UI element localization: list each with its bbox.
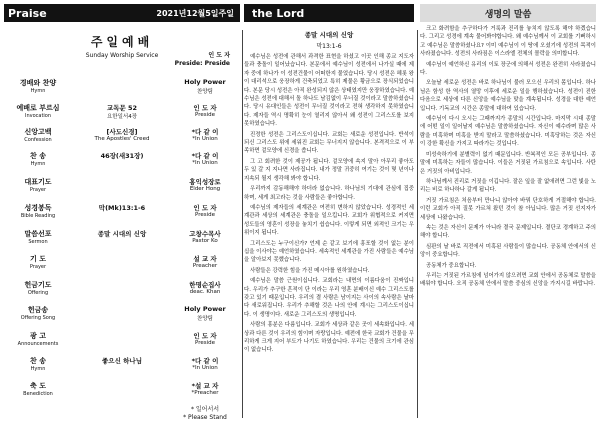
item-name-ko: 축 도	[30, 382, 46, 390]
item-person-ko: Holy Power	[184, 78, 226, 86]
worship-order-item	[4, 356, 240, 376]
paragraph: 하나님께서 진리로 거짓을 이깁니다. 잘은 잎을 잘 없애려면 그런 빛을 노리는 비로 하나하나 갈게 됩니다.	[420, 178, 596, 194]
worship-title: 주일예배	[90, 35, 154, 49]
item-detail-ko: 좋으신 하나님	[102, 357, 142, 365]
item-person-en: deac. Khan	[189, 289, 221, 295]
item-person-en: *Preacher	[191, 390, 219, 396]
sermon-body	[244, 53, 414, 355]
worship-subtitle: Sunday Worship Service	[85, 52, 159, 59]
item-person-ko: 인 도 자	[193, 332, 217, 340]
item-detail-en: The Apostles' Creed	[94, 136, 150, 142]
item-person-ko: *다 같 이	[191, 128, 219, 136]
item-name-en: Sermon	[28, 239, 48, 245]
item-person-en: Pastor Ko	[192, 238, 218, 244]
paragraph: 미성숙하기에 분별력이 없기 때문입니다. 반복적인 모든 공부입니다. 종말에 미혹하는 자들이 많습니다. 이들은 거짓된 가르침으로 속입니다. 사탄은 거짓의 아비입니다.	[420, 151, 596, 175]
worship-order-item	[4, 254, 240, 274]
paragraph: 그 고 회려한 것이 제공가 됩니다. 겉모양에 속지 말아 아무리 좋아도 두 있 갈 지 지나면 사라집니다. 내가 정말 귀중히 여기는 것이 몇 년이나 지속되 될지 생각해 봐야 합니다.	[244, 158, 414, 182]
item-person-en: *In Union	[192, 160, 218, 166]
item-detail-ko: 46장(새31장)	[100, 152, 144, 160]
paragraph: 우리까지 감동해해야 하더라 없습니다. 하나님의 기대에 관심에 집중하며, 세게 최고라는 것을 사람들은 좋아합니다.	[244, 186, 414, 201]
item-name-en: Invocation	[24, 113, 52, 119]
paragraph: 거짓 가르침은 처음부터 만나니 않아야 바꿔 단호하게 거절해야 합니다. 이런 교회가 아직 질못 가르쳐 왔던 것이 참 아닙니다. 많은 거짓 선지자가 세상에 나왔습니다.	[420, 197, 596, 221]
item-name-ko: 광 고	[30, 332, 46, 340]
item-name-ko: 신앙고백	[24, 128, 52, 136]
item-person-en: 찬양팀	[197, 89, 213, 95]
item-person-ko: *다 같 이	[191, 152, 219, 160]
item-name-en: Hymn	[30, 366, 46, 372]
worship-leader-en: Preside: Preside	[174, 60, 230, 67]
item-person-ko: *다 같 이	[191, 357, 219, 365]
item-person-ko: 홍익성장로	[189, 178, 221, 186]
paragraph: 심판의 날 바로 직전에서 미혹된 사람들이 많습니다. 공동체 안에서의 신앙이 중요합니다.	[420, 243, 596, 259]
paragraph: 사람의 흥분은 다름입니다. 교회가 세상과 같은 곳이 세속화입니다. 세상과 다른 것이 우리의 힘이며 자랑입니다. 예전에 한국 교회가 건물을 무리하게 크게 지어 부도가 나기도 하였습니다. 우리는 건물의 크기에 관심이 없습니다.	[244, 322, 414, 354]
paragraph: 진정한 성전은 그리스도이십니다. 교회는 새로운 성전입니다. 반석이 되신 그리스도 위에 세워진 교회는 무너지지 않습니다. 본격적으로 이 부족하면 겉모양에 신경을 씁니다.	[244, 131, 414, 155]
worship-order-item	[4, 381, 240, 401]
header-lord-title: the Lord	[252, 6, 305, 20]
item-name-en: Confession	[24, 137, 52, 143]
paragraph: 사람들은 강력한 힘을 가진 메시아를 원하였습니다.	[250, 267, 370, 274]
item-person-en: Elder Hong	[189, 186, 221, 192]
item-name-en: Prayer	[29, 187, 47, 193]
item-name-ko: 헌금기도	[24, 281, 52, 289]
item-name-en: Announcements	[17, 341, 59, 347]
worship-order-column	[4, 22, 240, 422]
item-name-en: Offering	[27, 290, 49, 296]
paragraph: 속는 것은 자신이 문제가 아니라 결국 문제입니다. 결단코 경계하고 주의해야 합니다.	[420, 224, 596, 240]
item-name-ko: 찬 송	[30, 152, 46, 160]
column-divider	[417, 30, 418, 418]
footnote-en: * Please Stand	[183, 414, 227, 421]
header-bar-middle	[244, 4, 414, 22]
sermon-reference: 막13:1-6	[316, 43, 342, 50]
sermon-title: 종말 시대의 신앙	[304, 31, 354, 39]
worship-order-item	[4, 78, 240, 98]
item-name-en: Hymn	[30, 161, 46, 167]
item-person-en: Preside	[194, 112, 215, 118]
item-name-ko: 헌금송	[27, 306, 49, 314]
worship-order-item	[4, 103, 240, 123]
worship-leader	[175, 52, 230, 68]
item-detail-ko: 막(Mk)13:1-6	[98, 204, 146, 212]
paragraph: 예수님은 말씀 근원이십니다. 교회라는 내면의 이름다움이 진짜입니다. 우리가 추구한 흔적이 단 이라는 우리 영혼 분배이신 예수 그리스도를 갖고 있기 때문입니다. 우리의 결 사람은 남이지는 사이의 속사람은 날마다 새로워집니다. 우리가 추해할 것은 나의 안에 계시는 그리스도이십니다. 이 생명이다. 새로운 그리스도의 생명입니다.	[244, 278, 414, 318]
header-praise-title: Praise	[8, 6, 47, 20]
item-name-ko: 말씀선포	[24, 230, 52, 238]
item-detail-ko: [사도신경]	[106, 128, 138, 136]
paragraph: 예수님의 제자들의 세계관은 여전히 변하지 않았습니다. 성경적인 세계관과 세상의 세계관은 충돌을 일으킵니다. 교회가 위협적으로 커지면 성도들의 영혼이 성장을 놓치기 쉽습니다. 이렇게 되면 외적인 크기는 우위이지 됩니다.	[244, 204, 414, 237]
worship-order-item	[4, 203, 240, 223]
item-name-ko: 기 도	[30, 255, 46, 263]
item-person-ko: Holy Power	[184, 305, 226, 313]
item-person-en: *In Union	[192, 136, 218, 142]
item-person-en: 찬양팀	[197, 316, 213, 322]
item-name-en: Hymn	[30, 88, 46, 94]
item-name-en: Offering Song	[20, 315, 56, 321]
footnote-ko: * 일어서서	[190, 406, 220, 413]
worship-order-item	[4, 229, 240, 249]
sermon-column	[244, 24, 414, 422]
item-name-ko: 경배와 찬양	[19, 79, 57, 87]
item-name-ko: 찬 송	[30, 357, 46, 365]
item-person-ko: 한명순집사	[189, 281, 221, 289]
header-word-of-life: 생명의 말씀	[420, 4, 596, 22]
footnote	[174, 406, 236, 422]
paragraph: 예수님이 예언하신 유리의 이토 장군에 의해서 성전은 완전히 사라졌습니다.	[420, 61, 596, 77]
header-bar-left	[4, 4, 240, 22]
item-person-en: Preside	[194, 340, 215, 346]
paragraph: 크고 화려함을 추구하다가 거룩과 진리를 놓치지 않도록 해야 하겠습니다. 그리고 성경에 계속 물어봐야합니다. 왜 예수님께서 이 교회를 기뻐하시고 예수님은 말씀하셨나요? 이미 예수님이 이 땅에 오셨기에 성전의 목적이 사라졌습니다. 성전의 사라짐은 이스라엘 전체의 몰락을 의미합니다.	[420, 26, 596, 58]
worship-order-item	[4, 331, 240, 351]
item-person-en: Preacher	[192, 263, 218, 269]
paragraph: 공동체가 중요합니다.	[426, 262, 477, 269]
paragraph: 예수님은 성전에 관해서 과격한 표현을 하셨고 이곳 인해 종교 지도자들과 충돌이 일어났습니다. 본문에서 예수님이 성전에서 나가실 때에 제자 중에 하나가 이 성전건물이 어떠한지 물었습니다. 당시 성전은 헤롯 왕이 대리석으로 웅장하게 건축되었고 특히 제물은 황금으로 장식되었습니다. 본문 당시 성전은 아직 완성되지 않은 상태였지만 웅장하였습니다. 예수님은 성전에 대해서 돌 하나도 남김없이 무너질 것이라고 말씀하셨습니다. 당시 유대인들은 성전이 무너질 것이라고 전혀 생각하지 못하였습니다. 제자들 역시 명확히 눈이 열리지 않아서 왜 성전이 그리스도를 보지 못하였습니다.	[244, 54, 414, 128]
word-of-life-column	[420, 25, 596, 422]
item-name-ko: 예배로 부르심	[16, 104, 60, 112]
item-person-en: Preside	[194, 212, 215, 218]
item-person-ko: 설 교 자	[193, 255, 217, 263]
bulletin-date: 2021년12월5일주일	[156, 8, 234, 18]
item-name-ko: 대표기도	[24, 178, 52, 186]
item-person-ko: *설 교 자	[191, 382, 219, 390]
item-detail-en: 요한일서4장	[106, 114, 138, 120]
item-name-en: Bible Reading	[20, 213, 56, 219]
paragraph: 예수님이 다시 오시는 그때까지가 종말의 시간입니다. 마지막 시대 종말에 어떤 일이 일어날지 예수님은 말씀하셨습니다. 자신이 예수라며 많은 사람을 미혹하며 미혹을 받지 말라고 말씀하셨습니다. 미혹당하는 것은 자신이 강한 확신을 가지고 따라가는 것입니다.	[420, 116, 596, 148]
column-divider	[242, 30, 243, 418]
worship-order-item	[4, 280, 240, 300]
worship-order-item	[4, 127, 240, 147]
paragraph: 그리스도는 누구이신가? 언제 순 같고 보기에 흥포할 것이 없는 분이십을 이사야는 예언하였습니다. 세속적인 세계관을 가진 사람들은 예수님을 알아보지 못했습니다.	[244, 240, 414, 264]
item-name-en: Prayer	[29, 264, 47, 270]
worship-order-item	[4, 305, 240, 325]
worship-order-item	[4, 151, 240, 171]
item-person-ko: 고창수목사	[189, 230, 221, 238]
item-person-ko: 인 도 자	[193, 204, 217, 212]
word-of-life-body	[420, 25, 596, 289]
paragraph: 우리는 거짓된 가르침에 넘어가지 않으려면 교회 안에서 공동체로 말씀을 배워야 합니다. 오직 공동체 안에서 말씀 중심의 신앙을 가지시길 바랍니다.	[420, 272, 596, 288]
worship-order-item	[4, 177, 240, 197]
item-detail-ko: 종말 시대의 신앙	[97, 230, 147, 238]
paragraph: 오늘날 세로운 성전은 바로 하나님이 불러 모으신 우리의 몸입니다. 하나님은 함성 한 역사의 열망 이후에 세로운 일을 행하셨습니다. 성전이 진한 다음으로 세상에 다른 신앙을 예수님을 맞을 계속됩니다. 성경을 대한 예언입니다. 기독교의 시간은 종말에 대하여 있습니다.	[420, 80, 596, 112]
item-detail-ko: 교독문 52	[106, 104, 138, 112]
item-name-en: Benediction	[23, 391, 53, 397]
item-name-ko: 성경봉독	[24, 204, 52, 212]
worship-leader-ko: 인 도 자	[208, 52, 230, 59]
item-person-en: *In Union	[192, 365, 218, 371]
item-person-ko: 인 도 자	[193, 104, 217, 112]
